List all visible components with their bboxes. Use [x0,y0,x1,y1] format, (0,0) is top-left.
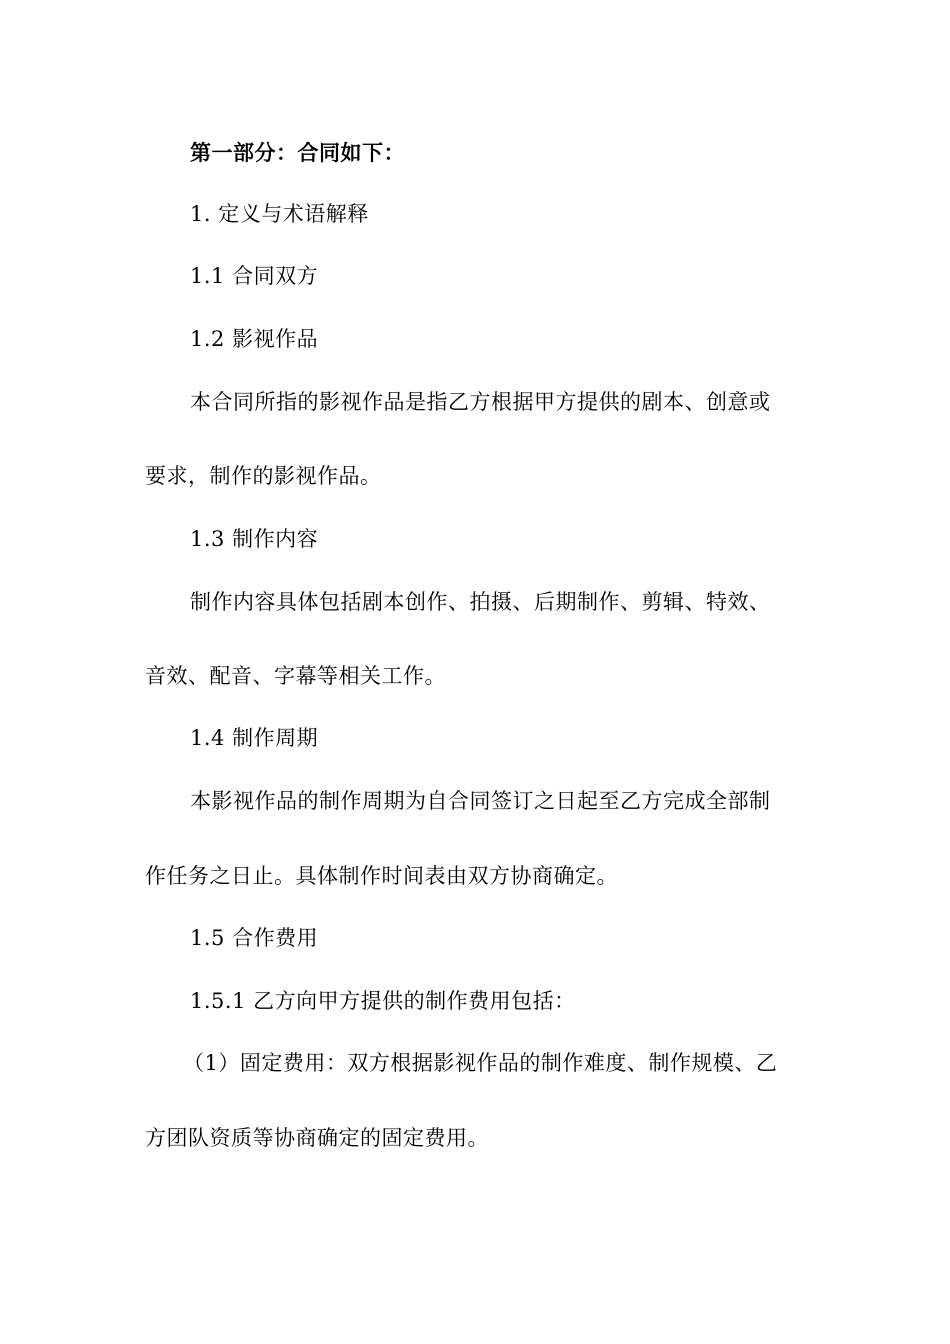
paragraph-1-4-line-1: 本影视作品的制作周期为自合同签订之日起至乙方完成全部制 [190,789,771,813]
section-heading-1-2: 1.2 影视作品 [190,327,319,351]
list-item-1-line-2: 方团队资质等协商确定的固定费用。 [145,1126,489,1150]
section-heading-1-5-1: 1.5.1 乙方向甲方提供的制作费用包括： [190,989,576,1013]
list-item-1-line-1: （1）固定费用：双方根据影视作品的制作难度、制作规模、乙 [183,1051,778,1075]
section-heading-1-3: 1.3 制作内容 [190,527,319,551]
paragraph-1-4-line-2: 作任务之日止。具体制作时间表由双方协商确定。 [145,864,618,888]
section-heading-1-1: 1.1 合同双方 [190,264,319,288]
paragraph-1-3-line-1: 制作内容具体包括剧本创作、拍摄、后期制作、剪辑、特效、 [190,590,771,614]
section-heading-1-4: 1.4 制作周期 [190,726,319,750]
paragraph-1-2-line-1: 本合同所指的影视作品是指乙方根据甲方提供的剧本、创意或 [190,390,771,414]
part-heading: 第一部分：合同如下： [190,140,405,165]
paragraph-1-3-line-2: 音效、配音、字幕等相关工作。 [145,664,446,688]
section-heading-1-5: 1.5 合作费用 [190,926,319,950]
section-heading-1: 1. 定义与术语解释 [190,202,369,226]
paragraph-1-2-line-2: 要求，制作的影视作品。 [145,464,382,488]
